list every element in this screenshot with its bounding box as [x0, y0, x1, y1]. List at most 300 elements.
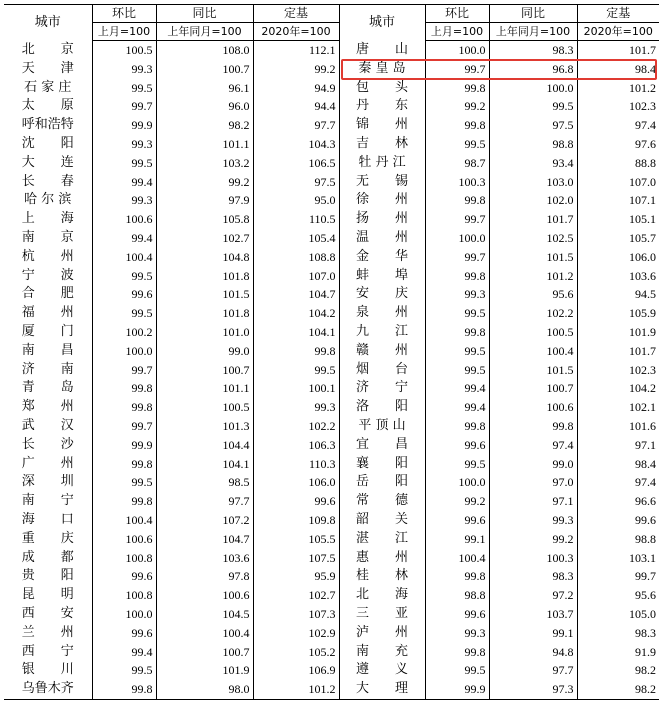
table-row — [4, 191, 659, 210]
table-row — [4, 173, 659, 192]
table-row — [4, 417, 659, 436]
yoy-cell: 102.2 — [489, 304, 577, 323]
city-cell: 秦 皇 岛 — [339, 60, 425, 79]
yoy-cell: 101.1 — [156, 379, 253, 398]
city-cell: 合 肥 — [21, 286, 74, 302]
city-cell: 长 春 — [21, 173, 74, 189]
fixed-cell: 101.2 — [577, 79, 659, 98]
fixed-cell: 101.2 — [253, 680, 339, 699]
mom-cell: 99.7 — [92, 97, 156, 116]
mom-cell: 99.6 — [92, 285, 156, 304]
mom-cell: 99.7 — [92, 361, 156, 380]
mom-cell: 99.4 — [92, 229, 156, 248]
table-row — [4, 455, 659, 474]
yoy-cell: 102.0 — [489, 191, 577, 210]
city-header-left: 城市 — [4, 5, 92, 41]
city-cell: 呼和浩特 — [21, 117, 74, 133]
mom-cell: 99.5 — [425, 455, 489, 474]
yoy-cell: 105.8 — [156, 210, 253, 229]
table-row — [4, 60, 659, 79]
fixed-cell: 102.3 — [577, 97, 659, 116]
yoy-base-right: 上年同月=100 — [489, 23, 577, 41]
mom-cell: 99.8 — [425, 323, 489, 342]
table-row — [4, 436, 659, 455]
fixed-cell: 104.1 — [253, 323, 339, 342]
table-row — [4, 643, 659, 662]
mom-cell: 100.5 — [92, 41, 156, 60]
yoy-cell: 101.2 — [489, 267, 577, 286]
fixed-cell: 95.6 — [577, 586, 659, 605]
fixed-cell: 102.1 — [577, 398, 659, 417]
mom-cell: 99.8 — [425, 643, 489, 662]
yoy-cell: 96.0 — [156, 97, 253, 116]
fixed-cell: 105.4 — [253, 229, 339, 248]
mom-cell: 99.8 — [92, 455, 156, 474]
city-cell: 成 都 — [21, 549, 74, 565]
mom-cell: 99.8 — [92, 398, 156, 417]
city-cell: 九 江 — [339, 323, 425, 342]
city-cell: 扬 州 — [339, 210, 425, 229]
fixed-cell: 95.0 — [253, 191, 339, 210]
city-cell: 深 圳 — [21, 474, 74, 490]
mom-cell: 99.9 — [425, 680, 489, 699]
mom-cell: 99.8 — [425, 116, 489, 135]
fixed-cell: 99.8 — [253, 342, 339, 361]
fixed-cell: 99.2 — [253, 60, 339, 79]
fixed-cell: 98.2 — [577, 680, 659, 699]
fixed-cell: 91.9 — [577, 643, 659, 662]
city-cell: 沈 阳 — [21, 135, 74, 151]
yoy-cell: 98.5 — [156, 473, 253, 492]
fixed-cell: 107.0 — [253, 267, 339, 286]
city-cell: 南 京 — [21, 229, 74, 245]
table-row — [4, 97, 659, 116]
mom-cell: 100.3 — [425, 173, 489, 192]
table-row — [4, 248, 659, 267]
city-cell: 哈 尔 滨 — [24, 192, 72, 208]
yoy-cell: 96.1 — [156, 79, 253, 98]
fixed-cell: 101.6 — [577, 417, 659, 436]
mom-cell: 99.8 — [92, 680, 156, 699]
mom-header-right: 环比 — [425, 5, 489, 23]
city-cell: 金 华 — [339, 248, 425, 267]
fixed-cell: 107.3 — [253, 605, 339, 624]
mom-cell: 99.6 — [92, 567, 156, 586]
yoy-cell: 101.3 — [156, 417, 253, 436]
mom-cell: 99.5 — [425, 342, 489, 361]
table-row — [4, 229, 659, 248]
fixed-cell: 105.1 — [577, 210, 659, 229]
yoy-cell: 97.9 — [156, 191, 253, 210]
yoy-cell: 98.8 — [489, 135, 577, 154]
yoy-cell: 99.0 — [156, 342, 253, 361]
fixed-cell: 106.3 — [253, 436, 339, 455]
city-cell: 遵 义 — [339, 661, 425, 680]
mom-header-left: 环比 — [92, 5, 156, 23]
city-cell: 吉 林 — [339, 135, 425, 154]
yoy-cell: 98.0 — [156, 680, 253, 699]
city-cell: 湛 江 — [339, 530, 425, 549]
table-row — [4, 116, 659, 135]
yoy-cell: 100.7 — [156, 60, 253, 79]
city-cell: 泸 州 — [339, 624, 425, 643]
fixed-cell: 104.2 — [577, 379, 659, 398]
table-row — [4, 511, 659, 530]
fixed-cell: 101.7 — [577, 342, 659, 361]
yoy-cell: 97.7 — [489, 661, 577, 680]
city-cell: 丹 东 — [339, 97, 425, 116]
yoy-cell: 101.7 — [489, 210, 577, 229]
city-cell: 乌鲁木齐 — [4, 680, 92, 699]
mom-cell: 99.1 — [425, 530, 489, 549]
fixed-cell: 99.6 — [577, 511, 659, 530]
city-cell: 宜 昌 — [339, 436, 425, 455]
fixed-cell: 88.8 — [577, 154, 659, 173]
table-row — [4, 79, 659, 98]
mom-cell: 99.9 — [92, 116, 156, 135]
yoy-cell: 101.5 — [489, 248, 577, 267]
fixed-cell: 107.0 — [577, 173, 659, 192]
mom-cell: 99.8 — [425, 191, 489, 210]
city-cell: 武 汉 — [21, 417, 74, 433]
mom-cell: 99.5 — [92, 661, 156, 680]
fixed-cell: 98.4 — [577, 60, 659, 79]
yoy-cell: 100.0 — [489, 79, 577, 98]
yoy-cell: 100.3 — [489, 549, 577, 568]
city-cell: 广 州 — [21, 455, 74, 471]
fixed-cell: 106.9 — [253, 661, 339, 680]
yoy-cell: 108.0 — [156, 41, 253, 60]
fixed-base-right: 2020年=100 — [577, 23, 659, 41]
fixed-cell: 98.2 — [577, 661, 659, 680]
city-cell: 牡 丹 江 — [339, 154, 425, 173]
table-row — [4, 549, 659, 568]
mom-cell: 99.7 — [425, 248, 489, 267]
yoy-header-right: 同比 — [489, 5, 577, 23]
fixed-cell: 97.1 — [577, 436, 659, 455]
yoy-cell: 103.0 — [489, 173, 577, 192]
city-cell: 洛 阳 — [339, 398, 425, 417]
city-cell: 银 川 — [21, 662, 74, 678]
fixed-header-right: 定基 — [577, 5, 659, 23]
yoy-cell: 101.8 — [156, 267, 253, 286]
yoy-cell: 100.7 — [156, 361, 253, 380]
table-row — [4, 398, 659, 417]
city-cell: 三 亚 — [339, 605, 425, 624]
yoy-cell: 101.5 — [156, 285, 253, 304]
mom-cell: 99.9 — [92, 436, 156, 455]
city-cell: 济 南 — [21, 361, 74, 377]
fixed-cell: 94.4 — [253, 97, 339, 116]
fixed-cell: 102.9 — [253, 624, 339, 643]
fixed-cell: 97.5 — [253, 173, 339, 192]
fixed-cell: 95.9 — [253, 567, 339, 586]
yoy-cell: 97.2 — [489, 586, 577, 605]
table-row — [4, 41, 659, 60]
city-cell: 锦 州 — [339, 116, 425, 135]
mom-cell: 99.3 — [425, 285, 489, 304]
fixed-cell: 104.2 — [253, 304, 339, 323]
city-cell: 常 德 — [339, 492, 425, 511]
mom-cell: 100.8 — [92, 586, 156, 605]
yoy-cell: 103.6 — [156, 549, 253, 568]
mom-cell: 99.5 — [92, 79, 156, 98]
mom-cell: 98.8 — [425, 586, 489, 605]
yoy-cell: 101.1 — [156, 135, 253, 154]
mom-cell: 100.0 — [425, 229, 489, 248]
fixed-cell: 106.0 — [577, 248, 659, 267]
yoy-cell: 101.9 — [156, 661, 253, 680]
city-cell: 厦 门 — [21, 323, 74, 339]
mom-cell: 99.4 — [92, 643, 156, 662]
city-cell: 海 口 — [21, 511, 74, 527]
table-row — [4, 492, 659, 511]
yoy-cell: 100.5 — [489, 323, 577, 342]
city-cell: 大 连 — [21, 154, 74, 170]
city-cell: 安 庆 — [339, 285, 425, 304]
mom-cell: 99.8 — [425, 79, 489, 98]
yoy-cell: 99.2 — [156, 173, 253, 192]
yoy-cell: 99.8 — [489, 417, 577, 436]
fixed-cell: 99.7 — [577, 567, 659, 586]
table-row — [4, 624, 659, 643]
city-cell: 韶 关 — [339, 511, 425, 530]
mom-cell: 99.5 — [92, 267, 156, 286]
city-cell: 宁 波 — [21, 267, 74, 283]
yoy-cell: 96.8 — [489, 60, 577, 79]
mom-cell: 99.2 — [425, 492, 489, 511]
mom-cell: 99.5 — [92, 473, 156, 492]
fixed-cell: 97.4 — [577, 116, 659, 135]
city-cell: 岳 阳 — [339, 473, 425, 492]
city-cell: 上 海 — [21, 211, 74, 227]
table-row — [4, 661, 659, 680]
yoy-cell: 99.3 — [489, 511, 577, 530]
city-cell: 杭 州 — [21, 248, 74, 264]
fixed-cell: 101.7 — [577, 41, 659, 60]
fixed-cell: 109.8 — [253, 511, 339, 530]
fixed-cell: 106.0 — [253, 473, 339, 492]
fixed-cell: 112.1 — [253, 41, 339, 60]
mom-cell: 99.8 — [425, 417, 489, 436]
city-cell: 包 头 — [339, 79, 425, 98]
yoy-cell: 103.2 — [156, 154, 253, 173]
city-cell: 无 锡 — [339, 173, 425, 192]
yoy-cell: 102.5 — [489, 229, 577, 248]
table-row — [4, 154, 659, 173]
fixed-cell: 98.8 — [577, 530, 659, 549]
city-cell: 徐 州 — [339, 191, 425, 210]
table-row — [4, 473, 659, 492]
city-cell: 南 昌 — [21, 342, 74, 358]
fixed-cell: 97.7 — [253, 116, 339, 135]
yoy-header-left: 同比 — [156, 5, 253, 23]
yoy-cell: 104.7 — [156, 530, 253, 549]
city-header-right: 城市 — [339, 5, 425, 41]
yoy-cell: 99.0 — [489, 455, 577, 474]
fixed-cell: 94.5 — [577, 285, 659, 304]
mom-cell: 98.7 — [425, 154, 489, 173]
table-row — [4, 135, 659, 154]
mom-cell: 99.8 — [92, 379, 156, 398]
table-row — [4, 379, 659, 398]
table-row — [4, 285, 659, 304]
city-cell: 青 岛 — [21, 380, 74, 396]
mom-cell: 100.2 — [92, 323, 156, 342]
fixed-cell: 105.0 — [577, 605, 659, 624]
mom-cell: 99.7 — [425, 210, 489, 229]
yoy-cell: 97.5 — [489, 116, 577, 135]
yoy-cell: 104.8 — [156, 248, 253, 267]
mom-cell: 99.3 — [92, 60, 156, 79]
yoy-cell: 100.4 — [489, 342, 577, 361]
mom-cell: 99.8 — [425, 267, 489, 286]
yoy-cell: 97.7 — [156, 492, 253, 511]
yoy-cell: 97.4 — [489, 436, 577, 455]
yoy-cell: 100.5 — [156, 398, 253, 417]
fixed-cell: 105.5 — [253, 530, 339, 549]
mom-cell: 99.5 — [425, 661, 489, 680]
mom-cell: 99.3 — [92, 135, 156, 154]
mom-cell: 100.0 — [92, 605, 156, 624]
mom-cell: 100.0 — [92, 342, 156, 361]
mom-cell: 99.5 — [425, 361, 489, 380]
yoy-cell: 100.7 — [489, 379, 577, 398]
yoy-cell: 99.2 — [489, 530, 577, 549]
table-row — [4, 323, 659, 342]
table-row — [4, 361, 659, 380]
yoy-cell: 104.1 — [156, 455, 253, 474]
fixed-cell: 100.1 — [253, 379, 339, 398]
city-cell: 襄 阳 — [339, 455, 425, 474]
table-row — [4, 680, 659, 699]
mom-cell: 99.4 — [425, 379, 489, 398]
city-cell: 济 宁 — [339, 379, 425, 398]
yoy-cell: 95.6 — [489, 285, 577, 304]
yoy-cell: 98.3 — [489, 41, 577, 60]
table-body — [4, 41, 659, 700]
city-cell: 桂 林 — [339, 567, 425, 586]
city-cell: 温 州 — [339, 229, 425, 248]
yoy-cell: 99.5 — [489, 97, 577, 116]
fixed-cell: 102.7 — [253, 586, 339, 605]
mom-cell: 99.8 — [92, 492, 156, 511]
mom-cell: 99.7 — [92, 417, 156, 436]
yoy-cell: 97.0 — [489, 473, 577, 492]
mom-cell: 100.6 — [92, 210, 156, 229]
mom-base-left: 上月=100 — [92, 23, 156, 41]
yoy-cell: 100.4 — [156, 624, 253, 643]
city-cell: 西 安 — [21, 605, 74, 621]
fixed-cell: 104.3 — [253, 135, 339, 154]
city-cell: 大 理 — [339, 680, 425, 699]
fixed-cell: 110.5 — [253, 210, 339, 229]
city-cell: 平 顶 山 — [339, 417, 425, 436]
fixed-cell: 107.5 — [253, 549, 339, 568]
mom-cell: 99.5 — [425, 304, 489, 323]
table-row — [4, 586, 659, 605]
table-row — [4, 267, 659, 286]
city-cell: 福 州 — [21, 305, 74, 321]
table-row — [4, 605, 659, 624]
fixed-cell: 97.4 — [577, 473, 659, 492]
mom-cell: 99.3 — [92, 191, 156, 210]
city-cell: 蚌 埠 — [339, 267, 425, 286]
mom-cell: 99.3 — [425, 624, 489, 643]
yoy-cell: 101.5 — [489, 361, 577, 380]
city-cell: 南 充 — [339, 643, 425, 662]
fixed-cell: 98.3 — [577, 624, 659, 643]
yoy-cell: 100.6 — [156, 586, 253, 605]
mom-cell: 99.8 — [425, 567, 489, 586]
table-row — [4, 304, 659, 323]
mom-cell: 100.4 — [92, 248, 156, 267]
yoy-cell: 98.3 — [489, 567, 577, 586]
yoy-cell: 97.8 — [156, 567, 253, 586]
yoy-base-left: 上年同月=100 — [156, 23, 253, 41]
yoy-cell: 104.5 — [156, 605, 253, 624]
header-row-top — [4, 5, 659, 23]
city-cell: 烟 台 — [339, 361, 425, 380]
fixed-cell: 105.9 — [577, 304, 659, 323]
mom-cell: 100.4 — [425, 549, 489, 568]
yoy-cell: 93.4 — [489, 154, 577, 173]
mom-cell: 100.6 — [92, 530, 156, 549]
city-cell: 长 沙 — [21, 436, 74, 452]
yoy-cell: 101.0 — [156, 323, 253, 342]
yoy-cell: 101.8 — [156, 304, 253, 323]
city-cell: 石 家 庄 — [24, 79, 72, 95]
mom-cell: 99.5 — [92, 304, 156, 323]
yoy-cell: 94.8 — [489, 643, 577, 662]
fixed-cell: 97.6 — [577, 135, 659, 154]
mom-cell: 99.4 — [92, 173, 156, 192]
yoy-cell: 98.2 — [156, 116, 253, 135]
mom-cell: 99.6 — [92, 624, 156, 643]
city-cell: 昆 明 — [21, 587, 74, 603]
yoy-cell: 100.7 — [156, 643, 253, 662]
city-cell: 太 原 — [21, 98, 74, 114]
fixed-cell: 105.2 — [253, 643, 339, 662]
city-cell: 北 海 — [339, 586, 425, 605]
fixed-cell: 99.3 — [253, 398, 339, 417]
mom-cell: 99.5 — [92, 154, 156, 173]
fixed-cell: 101.9 — [577, 323, 659, 342]
mom-cell: 99.4 — [425, 398, 489, 417]
city-cell: 重 庆 — [21, 530, 74, 546]
fixed-cell: 110.3 — [253, 455, 339, 474]
city-cell: 天 津 — [21, 60, 74, 76]
city-cell: 赣 州 — [339, 342, 425, 361]
table-row — [4, 210, 659, 229]
fixed-cell: 102.3 — [577, 361, 659, 380]
city-cell: 北 京 — [21, 41, 74, 57]
city-cell: 惠 州 — [339, 549, 425, 568]
fixed-base-left: 2020年=100 — [253, 23, 339, 41]
fixed-cell: 107.1 — [577, 191, 659, 210]
yoy-cell: 97.3 — [489, 680, 577, 699]
city-cell: 南 宁 — [21, 493, 74, 509]
fixed-cell: 103.1 — [577, 549, 659, 568]
mom-cell: 100.4 — [92, 511, 156, 530]
city-cell: 泉 州 — [339, 304, 425, 323]
mom-cell: 100.0 — [425, 473, 489, 492]
city-cell: 贵 阳 — [21, 568, 74, 584]
mom-cell: 100.8 — [92, 549, 156, 568]
fixed-cell: 94.9 — [253, 79, 339, 98]
city-cell: 唐 山 — [339, 41, 425, 60]
fixed-cell: 99.6 — [253, 492, 339, 511]
